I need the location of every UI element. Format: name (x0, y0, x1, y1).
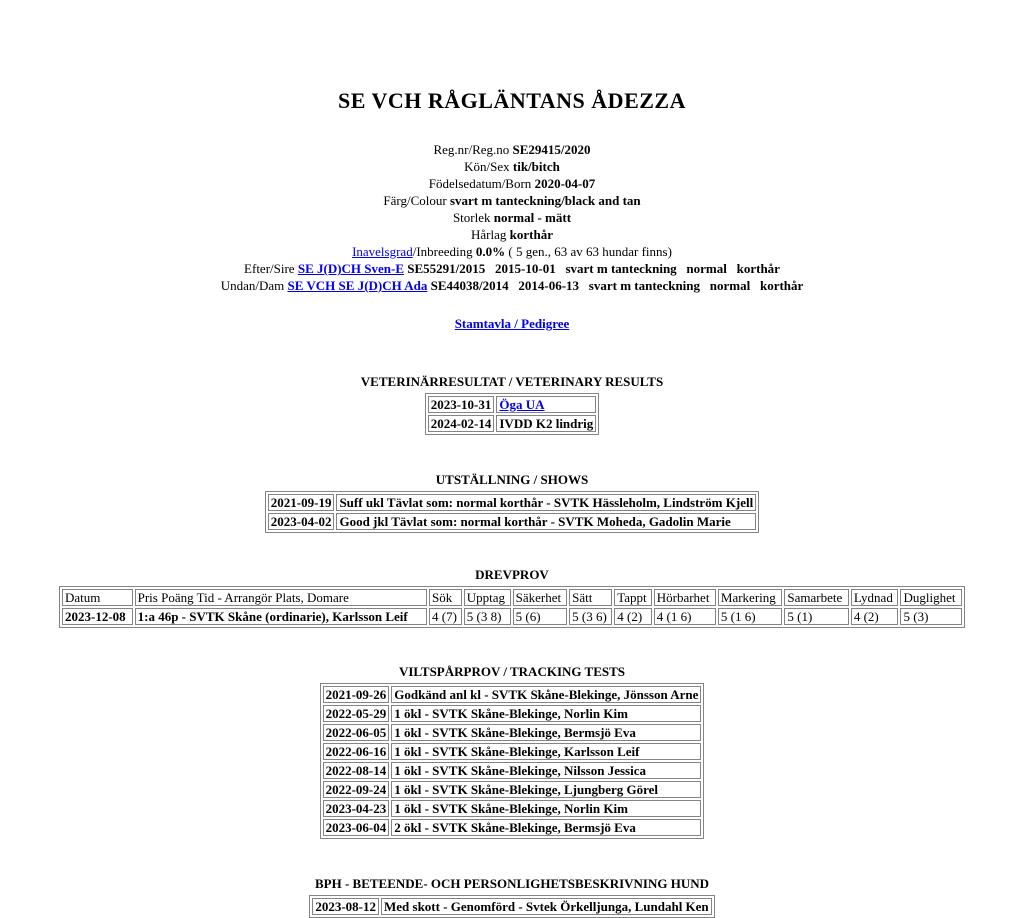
result-cell: 1 ökl - SVTK Skåne-Blekinge, Nilsson Jessica (391, 762, 701, 779)
drevprov-result-row (62, 608, 962, 625)
date-cell: 2021-09-19 (268, 494, 335, 511)
bph-section (0, 876, 1024, 918)
info-line (0, 158, 1024, 175)
dog-info-block (0, 141, 1024, 294)
score-cell: 5 (3) (900, 608, 962, 625)
info-lines (0, 141, 1024, 243)
inbreeding-value: 0.0% (475, 244, 506, 259)
result-row (323, 800, 702, 817)
bph-heading: BPH - BETEENDE- OCH PERSONLIGHETSBESKRIVNING HUND (314, 876, 710, 891)
result-row (323, 743, 702, 760)
date-cell: 2022-06-16 (323, 743, 390, 760)
drevprov-heading: DREVPROV (475, 567, 549, 582)
score-cell: 5 (1) (784, 608, 848, 625)
drevprov-column-header: Säkerhet (513, 589, 568, 606)
dam-line (0, 277, 1024, 294)
info-value: SE29415/2020 (512, 142, 591, 157)
prize-cell: 1:a 46p - SVTK Skåne (ordinarie), Karlsson Leif (135, 608, 427, 625)
score-cell: 5 (1 6) (718, 608, 782, 625)
veterinary-section (0, 374, 1024, 435)
result-cell: Good jkl Tävlat som: normal korthår - SVTK Moheda, Gadolin Marie (336, 513, 756, 530)
tracking-section (0, 664, 1024, 839)
drevprov-column-header: Markering (718, 589, 782, 606)
info-value: korthår (509, 227, 553, 242)
date-cell: 2023-04-02 (268, 513, 335, 530)
result-cell: Godkänd anl kl - SVTK Skåne-Blekinge, Jönsson Arne (391, 686, 701, 703)
result-cell: Med skott - Genomförd - Svtek Örkelljunga, Lundahl Ken (381, 898, 712, 915)
info-value: tik/bitch (512, 159, 560, 174)
date-cell: 2022-09-24 (323, 781, 390, 798)
result-cell: 1 ökl - SVTK Skåne-Blekinge, Karlsson Leif (391, 743, 701, 760)
drevprov-column-header: Tappt (614, 589, 652, 606)
drevprov-section (0, 567, 1024, 628)
result-row (312, 898, 711, 915)
drevprov-column-header: Lydnad (851, 589, 899, 606)
result-row (323, 705, 702, 722)
result-row (428, 415, 597, 432)
date-cell: 2023-12-08 (62, 608, 133, 625)
drevprov-column-header: Upptag (464, 589, 511, 606)
date-cell: 2023-04-23 (323, 800, 390, 817)
info-line (0, 141, 1024, 158)
result-row (323, 819, 702, 836)
result-cell: 1 ökl - SVTK Skåne-Blekinge, Norlin Kim (391, 705, 701, 722)
result-row (268, 494, 756, 511)
result-row (323, 762, 702, 779)
date-cell: 2022-06-05 (323, 724, 390, 741)
result-cell: 1 ökl - SVTK Skåne-Blekinge, Norlin Kim (391, 800, 701, 817)
score-cell: 5 (3 8) (464, 608, 511, 625)
info-label: Hårlag (471, 227, 510, 242)
drevprov-column-header: Pris Poäng Tid - Arrangör Plats, Domare (135, 589, 427, 606)
drevprov-column-header: Datum (62, 589, 133, 606)
info-line (0, 209, 1024, 226)
veterinary-table (425, 393, 600, 435)
date-cell: 2023-08-12 (312, 898, 379, 915)
drevprov-column-header: Duglighet (900, 589, 962, 606)
info-label: Färg/Colour (383, 193, 450, 208)
result-cell: Suff ukl Tävlat som: normal korthår - SVTK Hässleholm, Lindström Kjell (336, 494, 756, 511)
sire-details: SE55291/2015 2015-10-01 svart m tanteckning normal korthår (404, 261, 780, 276)
result-row (268, 513, 756, 530)
date-cell: 2023-06-04 (323, 819, 390, 836)
score-cell: 4 (2) (614, 608, 652, 625)
date-cell: 2022-08-14 (323, 762, 390, 779)
dam-label: Undan/Dam (220, 278, 288, 293)
tracking-heading: VILTSPÅRPROV / TRACKING TESTS (398, 664, 625, 679)
info-label: Storlek (452, 210, 494, 225)
score-cell: 4 (1 6) (654, 608, 716, 625)
info-value: 2020-04-07 (534, 176, 596, 191)
score-cell: 5 (6) (513, 608, 568, 625)
result-link[interactable]: Öga UA (499, 397, 545, 412)
drevprov-column-header: Hörbarhet (654, 589, 716, 606)
sire-label: Efter/Sire (244, 261, 298, 276)
drevprov-table (59, 586, 965, 628)
score-cell: 5 (3 6) (569, 608, 612, 625)
result-cell: 1 ökl - SVTK Skåne-Blekinge, Bermsjö Eva (391, 724, 701, 741)
dam-details: SE44038/2014 2014-06-13 svart m tanteckning normal korthår (427, 278, 804, 293)
score-cell: 4 (7) (429, 608, 462, 625)
date-cell: 2024-02-14 (428, 415, 495, 432)
result-cell (496, 396, 596, 413)
sire-link[interactable]: SE J(D)CH Sven-E (297, 261, 405, 276)
drevprov-header-row (62, 589, 962, 606)
sire-line (0, 260, 1024, 277)
tracking-table (320, 683, 705, 839)
result-cell: 1 ökl - SVTK Skåne-Blekinge, Ljungberg Görel (391, 781, 701, 798)
page-title: SE VCH RÅGLÄNTANS ÅDEZZA (338, 88, 686, 113)
bph-table (309, 895, 714, 918)
drevprov-column-header: Sök (429, 589, 462, 606)
result-cell: IVDD K2 lindrig (496, 415, 596, 432)
dam-link[interactable]: SE VCH SE J(D)CH Ada (287, 278, 428, 293)
inbreeding-detail: ( 5 gen., 63 av 63 hundar finns) (505, 244, 672, 259)
info-line (0, 226, 1024, 243)
date-cell: 2021-09-26 (323, 686, 390, 703)
info-line (0, 192, 1024, 209)
info-label: Födelsedatum/Born (428, 176, 535, 191)
veterinary-heading: VETERINÄRRESULTAT / VETERINARY RESULTS (360, 374, 664, 389)
date-cell: 2022-05-29 (323, 705, 390, 722)
result-row (323, 781, 702, 798)
inbreeding-link[interactable]: Inavelsgrad (352, 244, 413, 259)
result-row (428, 396, 597, 413)
inbreeding-line (0, 243, 1024, 260)
drevprov-column-header: Sätt (569, 589, 612, 606)
shows-table (265, 491, 759, 533)
result-row (323, 686, 702, 703)
result-row (323, 724, 702, 741)
shows-heading: UTSTÄLLNING / SHOWS (435, 472, 589, 487)
info-label: Kön/Sex (464, 159, 513, 174)
pedigree-row (0, 315, 1024, 332)
info-label: Reg.nr/Reg.no (433, 142, 513, 157)
pedigree-link[interactable]: Stamtavla / Pedigree (454, 316, 570, 331)
info-line (0, 175, 1024, 192)
info-value: normal - mätt (493, 210, 572, 225)
inbreeding-label: /Inbreeding (412, 244, 476, 259)
date-cell: 2023-10-31 (428, 396, 495, 413)
drevprov-column-header: Samarbete (784, 589, 848, 606)
info-value: svart m tanteckning/black and tan (449, 193, 641, 208)
score-cell: 4 (2) (851, 608, 899, 625)
result-cell: 2 ökl - SVTK Skåne-Blekinge, Bermsjö Eva (391, 819, 701, 836)
shows-section (0, 472, 1024, 533)
